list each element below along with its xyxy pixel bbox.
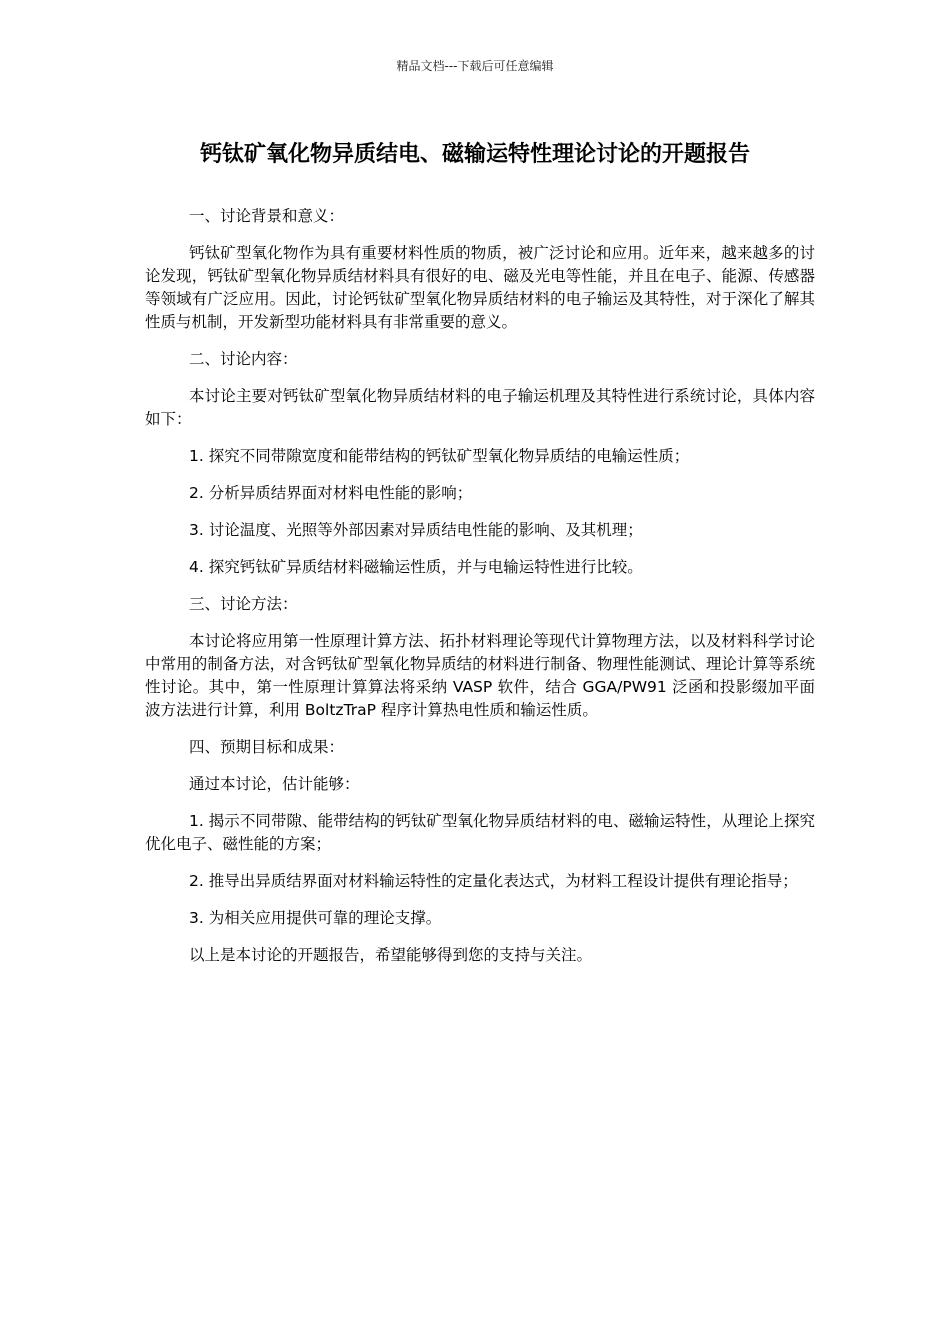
list-item-content-4: 4. 探究钙钛矿异质结材料磁输运性质，并与电输运特性进行比较。 <box>189 558 643 576</box>
list-item-content-1: 1. 探究不同带隙宽度和能带结构的钙钛矿型氧化物异质结的电输运性质； <box>189 447 690 465</box>
list-item-content-2: 2. 分析异质结界面对材料电性能的影响； <box>189 484 473 502</box>
paragraph-method: 本讨论将应用第一性原理计算方法、拓扑材料理论等现代计算物理方法，以及材料科学讨论中常用的制备方法，对含钙钛矿型氧化物异质结的材料进行制备、物理性能测试、理论计算等系统性讨论。其中，第一性原理计算算法将采纳 VASP 软件，结合 GGA/PW91 泛函和投影缀加平面波方法进行计算，利用 BoltzTraP 程序计算热电性质和输运性质。 <box>145 632 815 719</box>
document-body <box>145 205 815 981</box>
page-header: 精品文档---下载后可任意编辑 <box>396 59 554 73</box>
section-heading-background: 一、讨论背景和意义： <box>189 207 345 225</box>
paragraph-content-intro: 本讨论主要对钙钛矿型氧化物异质结材料的电子输运机理及其特性进行系统讨论，具体内容如下： <box>145 387 815 428</box>
list-item-goal-3: 3. 为相关应用提供可靠的理论支撑。 <box>189 909 442 927</box>
section-heading-goals: 四、预期目标和成果： <box>189 738 345 756</box>
list-item-goal-1: 1. 揭示不同带隙、能带结构的钙钛矿型氧化物异质结材料的电、磁输运特性，从理论上探究优化电子、磁性能的方案； <box>145 812 815 853</box>
document-title: 钙钛矿氧化物异质结电、磁输运特性理论讨论的开题报告 <box>199 142 750 167</box>
paragraph-goals-intro: 通过本讨论，估计能够： <box>189 775 360 793</box>
list-item-goal-2: 2. 推导出异质结界面对材料输运特性的定量化表达式，为材料工程设计提供有理论指导； <box>189 872 798 890</box>
list-item-content-3: 3. 讨论温度、光照等外部因素对异质结电性能的影响、及其机理； <box>189 521 643 539</box>
paragraph-closing: 以上是本讨论的开题报告，希望能够得到您的支持与关注。 <box>189 946 593 964</box>
section-heading-method: 三、讨论方法： <box>189 595 298 613</box>
section-heading-content: 二、讨论内容： <box>189 350 298 368</box>
paragraph-background: 钙钛矿型氧化物作为具有重要材料性质的物质，被广泛讨论和应用。近年来，越来越多的讨论发现，钙钛矿型氧化物异质结材料具有很好的电、磁及光电等性能，并且在电子、能源、传感器等领域有广泛应用。因此，讨论钙钛矿型氧化物异质结材料的电子输运及其特性，对于深化了解其性质与机制，开发新型功能材料具有非常重要的意义。 <box>145 244 815 331</box>
